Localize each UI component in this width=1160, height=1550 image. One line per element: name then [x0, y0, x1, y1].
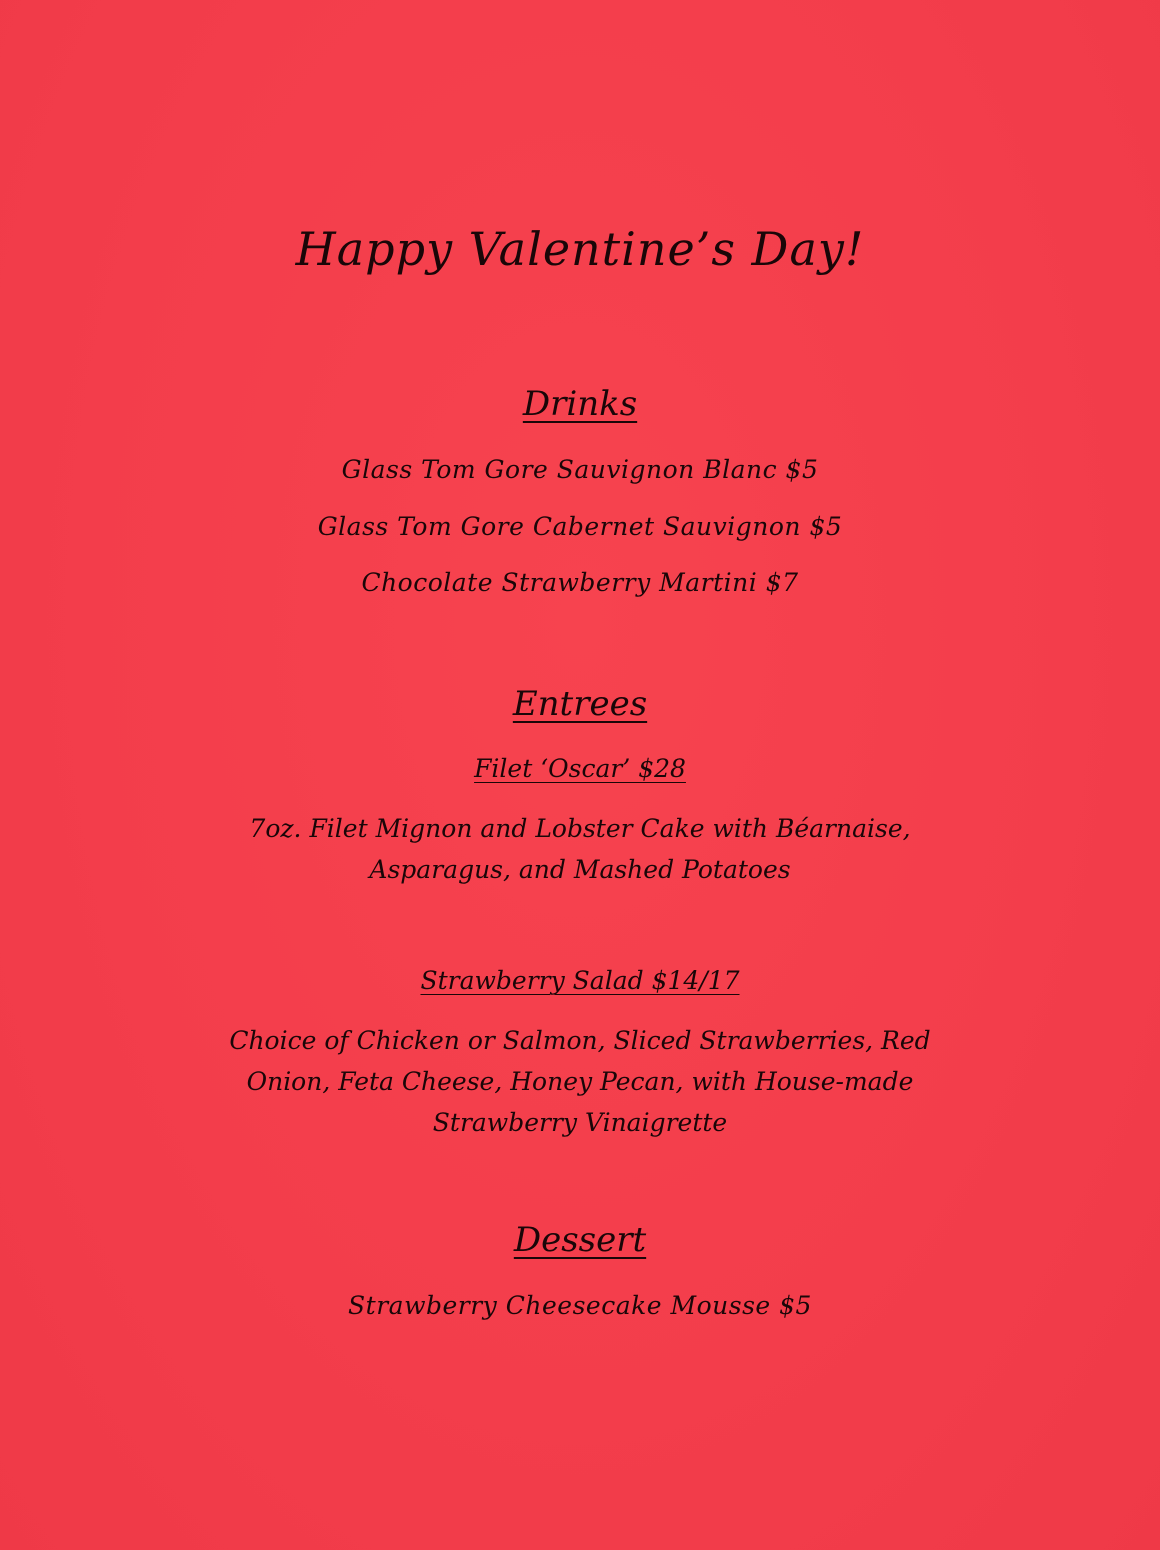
entree-name: Filet ‘Oscar’ $28	[474, 754, 686, 783]
page-title: Happy Valentine’s Day!	[295, 222, 865, 276]
entree-description-line: Choice of Chicken or Salmon, Sliced Strawberries, Red	[229, 1026, 931, 1055]
entree-name: Strawberry Salad $14/17	[420, 966, 740, 995]
drinks-heading: Drinks	[522, 384, 638, 424]
entrees-heading: Entrees	[512, 684, 648, 724]
entree-description-line: Strawberry Vinaigrette	[432, 1108, 728, 1137]
drink-item: Chocolate Strawberry Martini $7	[361, 568, 799, 597]
dessert-heading: Dessert	[513, 1220, 647, 1260]
entree-description-line: Onion, Feta Cheese, Honey Pecan, with House-made	[246, 1067, 914, 1096]
dessert-item: Strawberry Cheesecake Mousse $5	[348, 1291, 812, 1320]
drink-item: Glass Tom Gore Cabernet Sauvignon $5	[317, 512, 843, 541]
drink-item: Glass Tom Gore Sauvignon Blanc $5	[341, 455, 819, 484]
entree-description-line: Asparagus, and Mashed Potatoes	[369, 855, 791, 884]
entree-description-line: 7oz. Filet Mignon and Lobster Cake with Béarnaise,	[249, 814, 911, 843]
